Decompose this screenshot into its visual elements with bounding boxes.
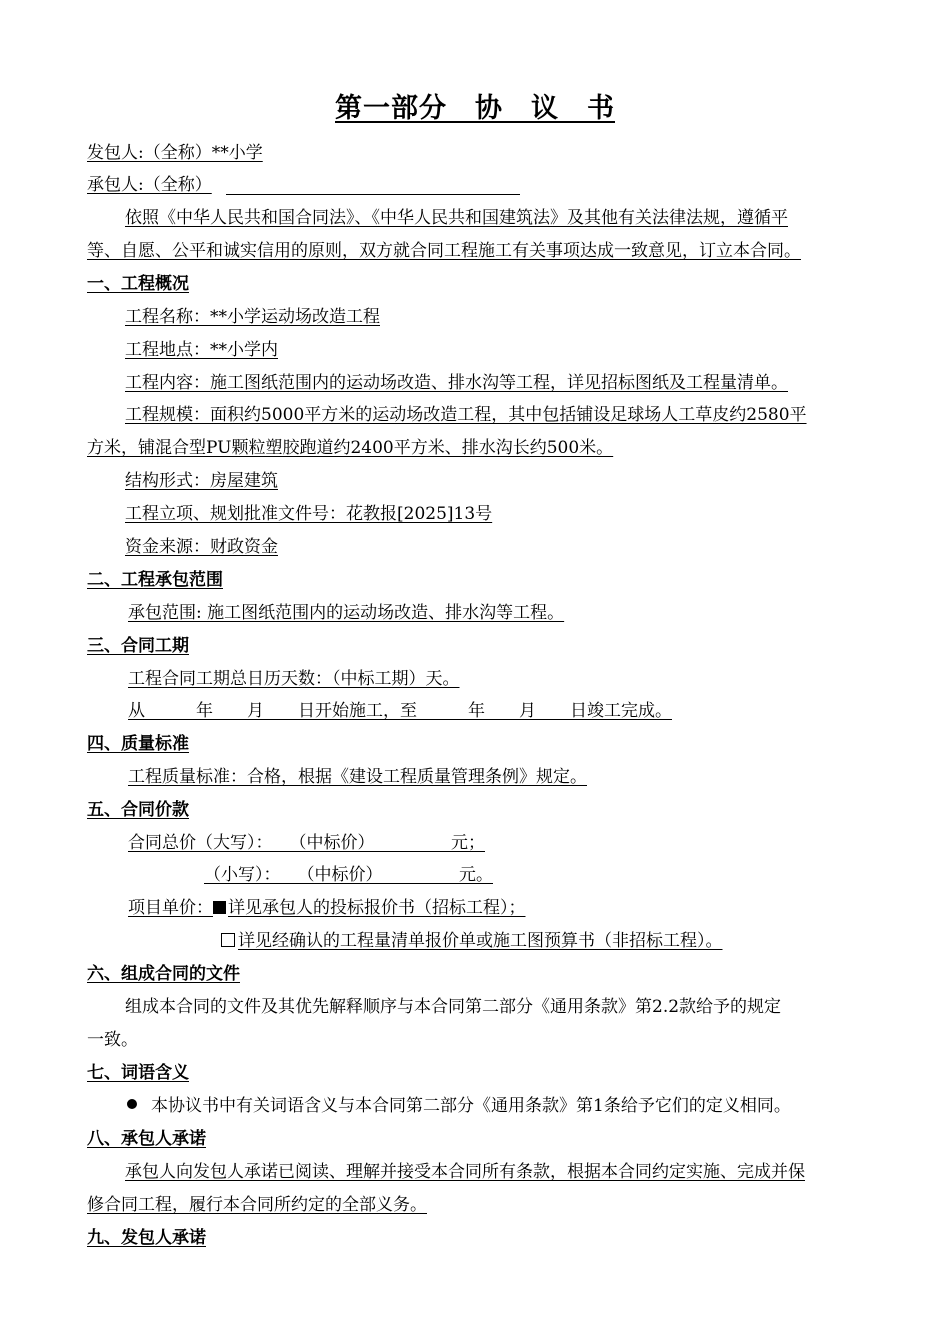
funding-source: 资金来源：财政资金: [125, 537, 278, 557]
section-8-heading: 八、承包人承诺: [87, 1129, 206, 1149]
price-lower: （小写）： （中标价） 元。: [204, 865, 493, 885]
structure-form: 结构形式：房屋建筑: [125, 471, 278, 491]
section-1-heading: 一、工程概况: [87, 274, 189, 294]
section-9-heading: 九、发包人承诺: [87, 1228, 206, 1248]
unit-price-option-2: 详见经确认的工程量清单报价单或施工图预算书（非招标工程）。: [238, 931, 723, 951]
section-7-heading: 七、词语含义: [87, 1063, 189, 1083]
contract-documents-2: 一致。: [87, 1030, 138, 1050]
section-2-heading: 二、工程承包范围: [87, 570, 223, 590]
contract-documents-1: 组成本合同的文件及其优先解释顺序与本合同第二部分《通用条款》第2.2款给予的规定: [125, 997, 782, 1017]
employer-line: 发包人:（全称）**小学: [87, 143, 263, 163]
contract-days: 工程合同工期总日历天数：（中标工期）天。: [128, 669, 460, 689]
unit-price-line-2: [221, 930, 723, 954]
section-3-heading: 三、合同工期: [87, 636, 189, 656]
contract-scope: 承包范围: 施工图纸范围内的运动场改造、排水沟等工程。: [128, 603, 565, 623]
section-5-heading: 五、合同价款: [87, 800, 189, 820]
contract-period: 从 年 月 日开始施工，至 年 月 日竣工完成。: [128, 701, 672, 721]
definitions-text: 本协议书中有关词语含义与本合同第二部分《通用条款》第1条给予它们的定义相同。: [151, 1096, 791, 1116]
quality-standard: 工程质量标准：合格，根据《建设工程质量管理条例》规定。: [128, 767, 587, 787]
contractor-promise-1: 承包人向发包人承诺已阅读、理解并接受本合同所有条款，根据本合同约定实施、完成并保: [125, 1162, 805, 1182]
preamble-line-1: 依照《中华人民共和国合同法》、《中华人民共和国建筑法》及其他有关法律法规，遵循平: [125, 208, 788, 228]
checked-box-icon: [213, 901, 226, 914]
project-location: 工程地点：**小学内: [125, 340, 278, 360]
approval-number: 工程立项、规划批准文件号：花教报[2025]13号: [125, 504, 493, 524]
section-6-heading: 六、组成合同的文件: [87, 964, 240, 984]
unit-price-label: 项目单价：: [128, 898, 213, 918]
unchecked-box-icon: [221, 933, 235, 947]
preamble-line-2: 等、自愿、公平和诚实信用的原则，双方就合同工程施工有关事项达成一致意见，订立本合同。: [87, 241, 801, 261]
project-scale-1: 工程规模：面积约5000平方米的运动场改造工程，其中包括铺设足球场人工草皮约2580平: [125, 405, 807, 425]
unit-price-option-1: 详见承包人的投标报价书（招标工程）；: [228, 898, 526, 918]
contractor-promise-2: 修合同工程，履行本合同所约定的全部义务。: [87, 1195, 427, 1215]
project-content: 工程内容：施工图纸范围内的运动场改造、排水沟等工程，详见招标图纸及工程量清单。: [125, 373, 788, 393]
price-upper: 合同总价（大写）： （中标价） 元；: [128, 833, 485, 853]
contractor-line: [87, 174, 212, 198]
project-scale-2: 方米，铺混合型PU颗粒塑胶跑道约2400平方米、排水沟长约500米。: [87, 438, 614, 458]
section-4-heading: 四、质量标准: [87, 734, 189, 754]
definitions-line: [127, 1095, 791, 1119]
contractor-label: 承包人:（全称）: [87, 175, 212, 195]
page-title: 第一部分 协 议 书: [335, 93, 615, 124]
project-name: 工程名称：**小学运动场改造工程: [125, 307, 380, 327]
bullet-icon: [127, 1099, 137, 1109]
unit-price-line-1: [128, 897, 526, 921]
contractor-blank-line: [226, 194, 520, 195]
